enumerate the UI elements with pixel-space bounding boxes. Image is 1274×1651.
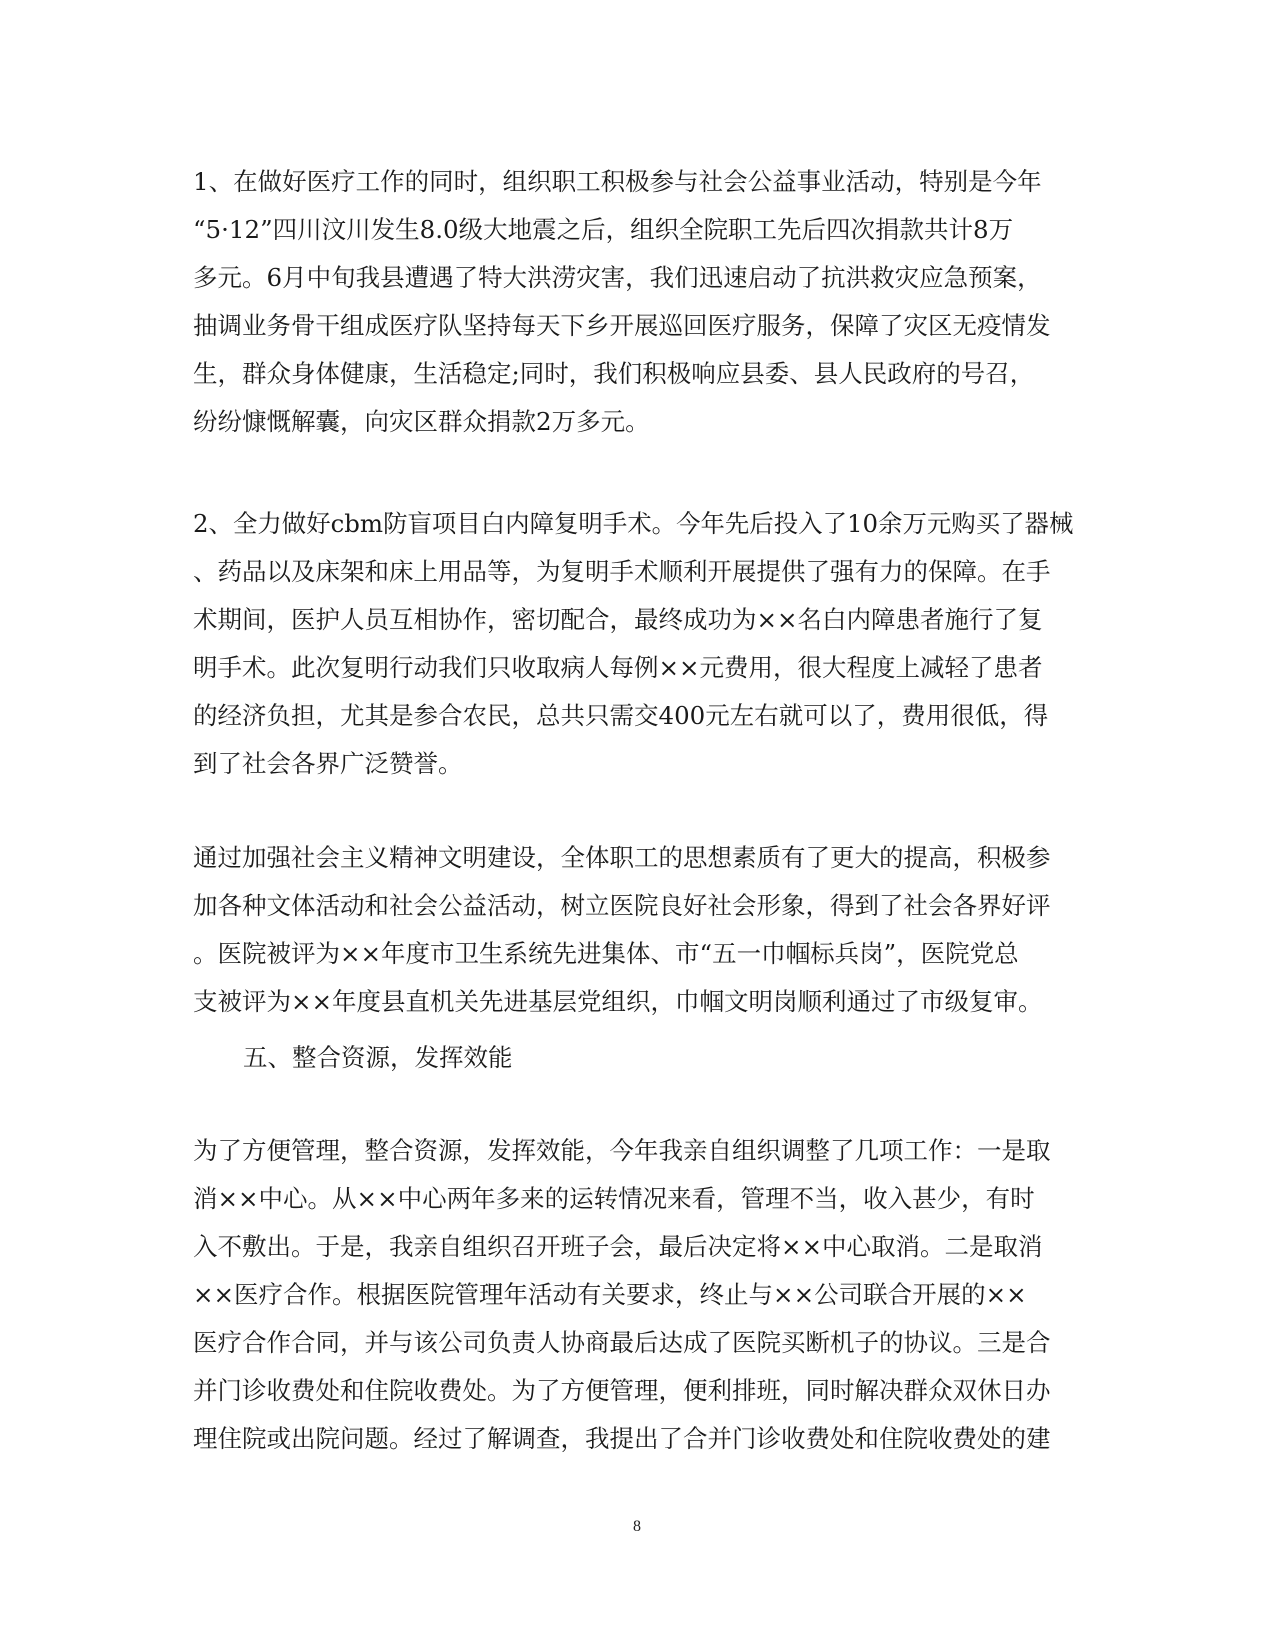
text-line: 入不敷出。于是，我亲自组织召开班子会，最后决定将××中心取消。二是取消 [193, 1232, 1043, 1261]
text-line: “5·12”四川汶川发生8.0级大地震之后，组织全院职工先后四次捐款共计8万 [193, 215, 1014, 244]
text-line: 明手术。此次复明行动我们只收取病人每例××元费用，很大程度上减轻了患者 [193, 653, 1043, 682]
text-line: 并门诊收费处和住院收费处。为了方便管理，便利排班，同时解决群众双休日办 [193, 1376, 1051, 1405]
text-line: 为了方便管理，整合资源，发挥效能，今年我亲自组织调整了几项工作：一是取 [193, 1136, 1051, 1165]
section-heading: 五、整合资源，发挥效能 [243, 1043, 513, 1072]
text-line: 加各种文体活动和社会公益活动，树立医院良好社会形象，得到了社会各界好评 [193, 891, 1051, 920]
text-line: 理住院或出院问题。经过了解调查，我提出了合并门诊收费处和住院收费处的建 [193, 1424, 1051, 1453]
text-line: 到了社会各界广泛赞誉。 [193, 749, 463, 778]
paragraph-spiritual-civilization [193, 834, 1073, 1026]
text-line: 医疗合作合同，并与该公司负责人协商最后达成了医院买断机子的协议。三是合 [193, 1328, 1051, 1357]
text-line: 2、全力做好cbm防盲项目白内障复明手术。今年先后投入了10余万元购买了器械 [193, 509, 1074, 538]
text-line: 多元。6月中旬我县遭遇了特大洪涝灾害，我们迅速启动了抗洪救灾应急预案， [193, 263, 1042, 292]
text-line: 支被评为××年度县直机关先进基层党组织，巾帼文明岗顺利通过了市级复审。 [193, 987, 1043, 1016]
text-line: 术期间，医护人员互相协作，密切配合，最终成功为××名白内障患者施行了复 [193, 605, 1043, 634]
text-line: ××医疗合作。根据医院管理年活动有关要求，终止与××公司联合开展的×× [193, 1280, 1027, 1309]
text-line: 。医院被评为××年度市卫生系统先进集体、市“五一巾帼标兵岗”，医院党总 [193, 939, 1019, 968]
page-number: 8 [633, 1518, 641, 1535]
text-line: 1、在做好医疗工作的同时，组织职工积极参与社会公益事业活动，特别是今年 [193, 167, 1042, 196]
text-line: 消××中心。从××中心两年多来的运转情况来看，管理不当，收入甚少，有时 [193, 1184, 1035, 1213]
paragraph-earthquake-donations [193, 158, 1073, 446]
text-line: 通过加强社会主义精神文明建设，全体职工的思想素质有了更大的提高，积极参 [193, 843, 1051, 872]
text-line: 抽调业务骨干组成医疗队坚持每天下乡开展巡回医疗服务，保障了灾区无疫情发 [193, 311, 1051, 340]
paragraph-resource-integration [193, 1127, 1073, 1463]
paragraph-cataract-surgery [193, 500, 1073, 788]
text-line: 纷纷慷慨解囊，向灾区群众捐款2万多元。 [193, 407, 650, 436]
text-line: 、药品以及床架和床上用品等，为复明手术顺利开展提供了强有力的保障。在手 [193, 557, 1051, 586]
text-line: 的经济负担，尤其是参合农民，总共只需交400元左右就可以了，费用很低，得 [193, 701, 1049, 730]
text-line: 生，群众身体健康，生活稳定;同时，我们积极响应县委、县人民政府的号召， [193, 359, 1035, 388]
